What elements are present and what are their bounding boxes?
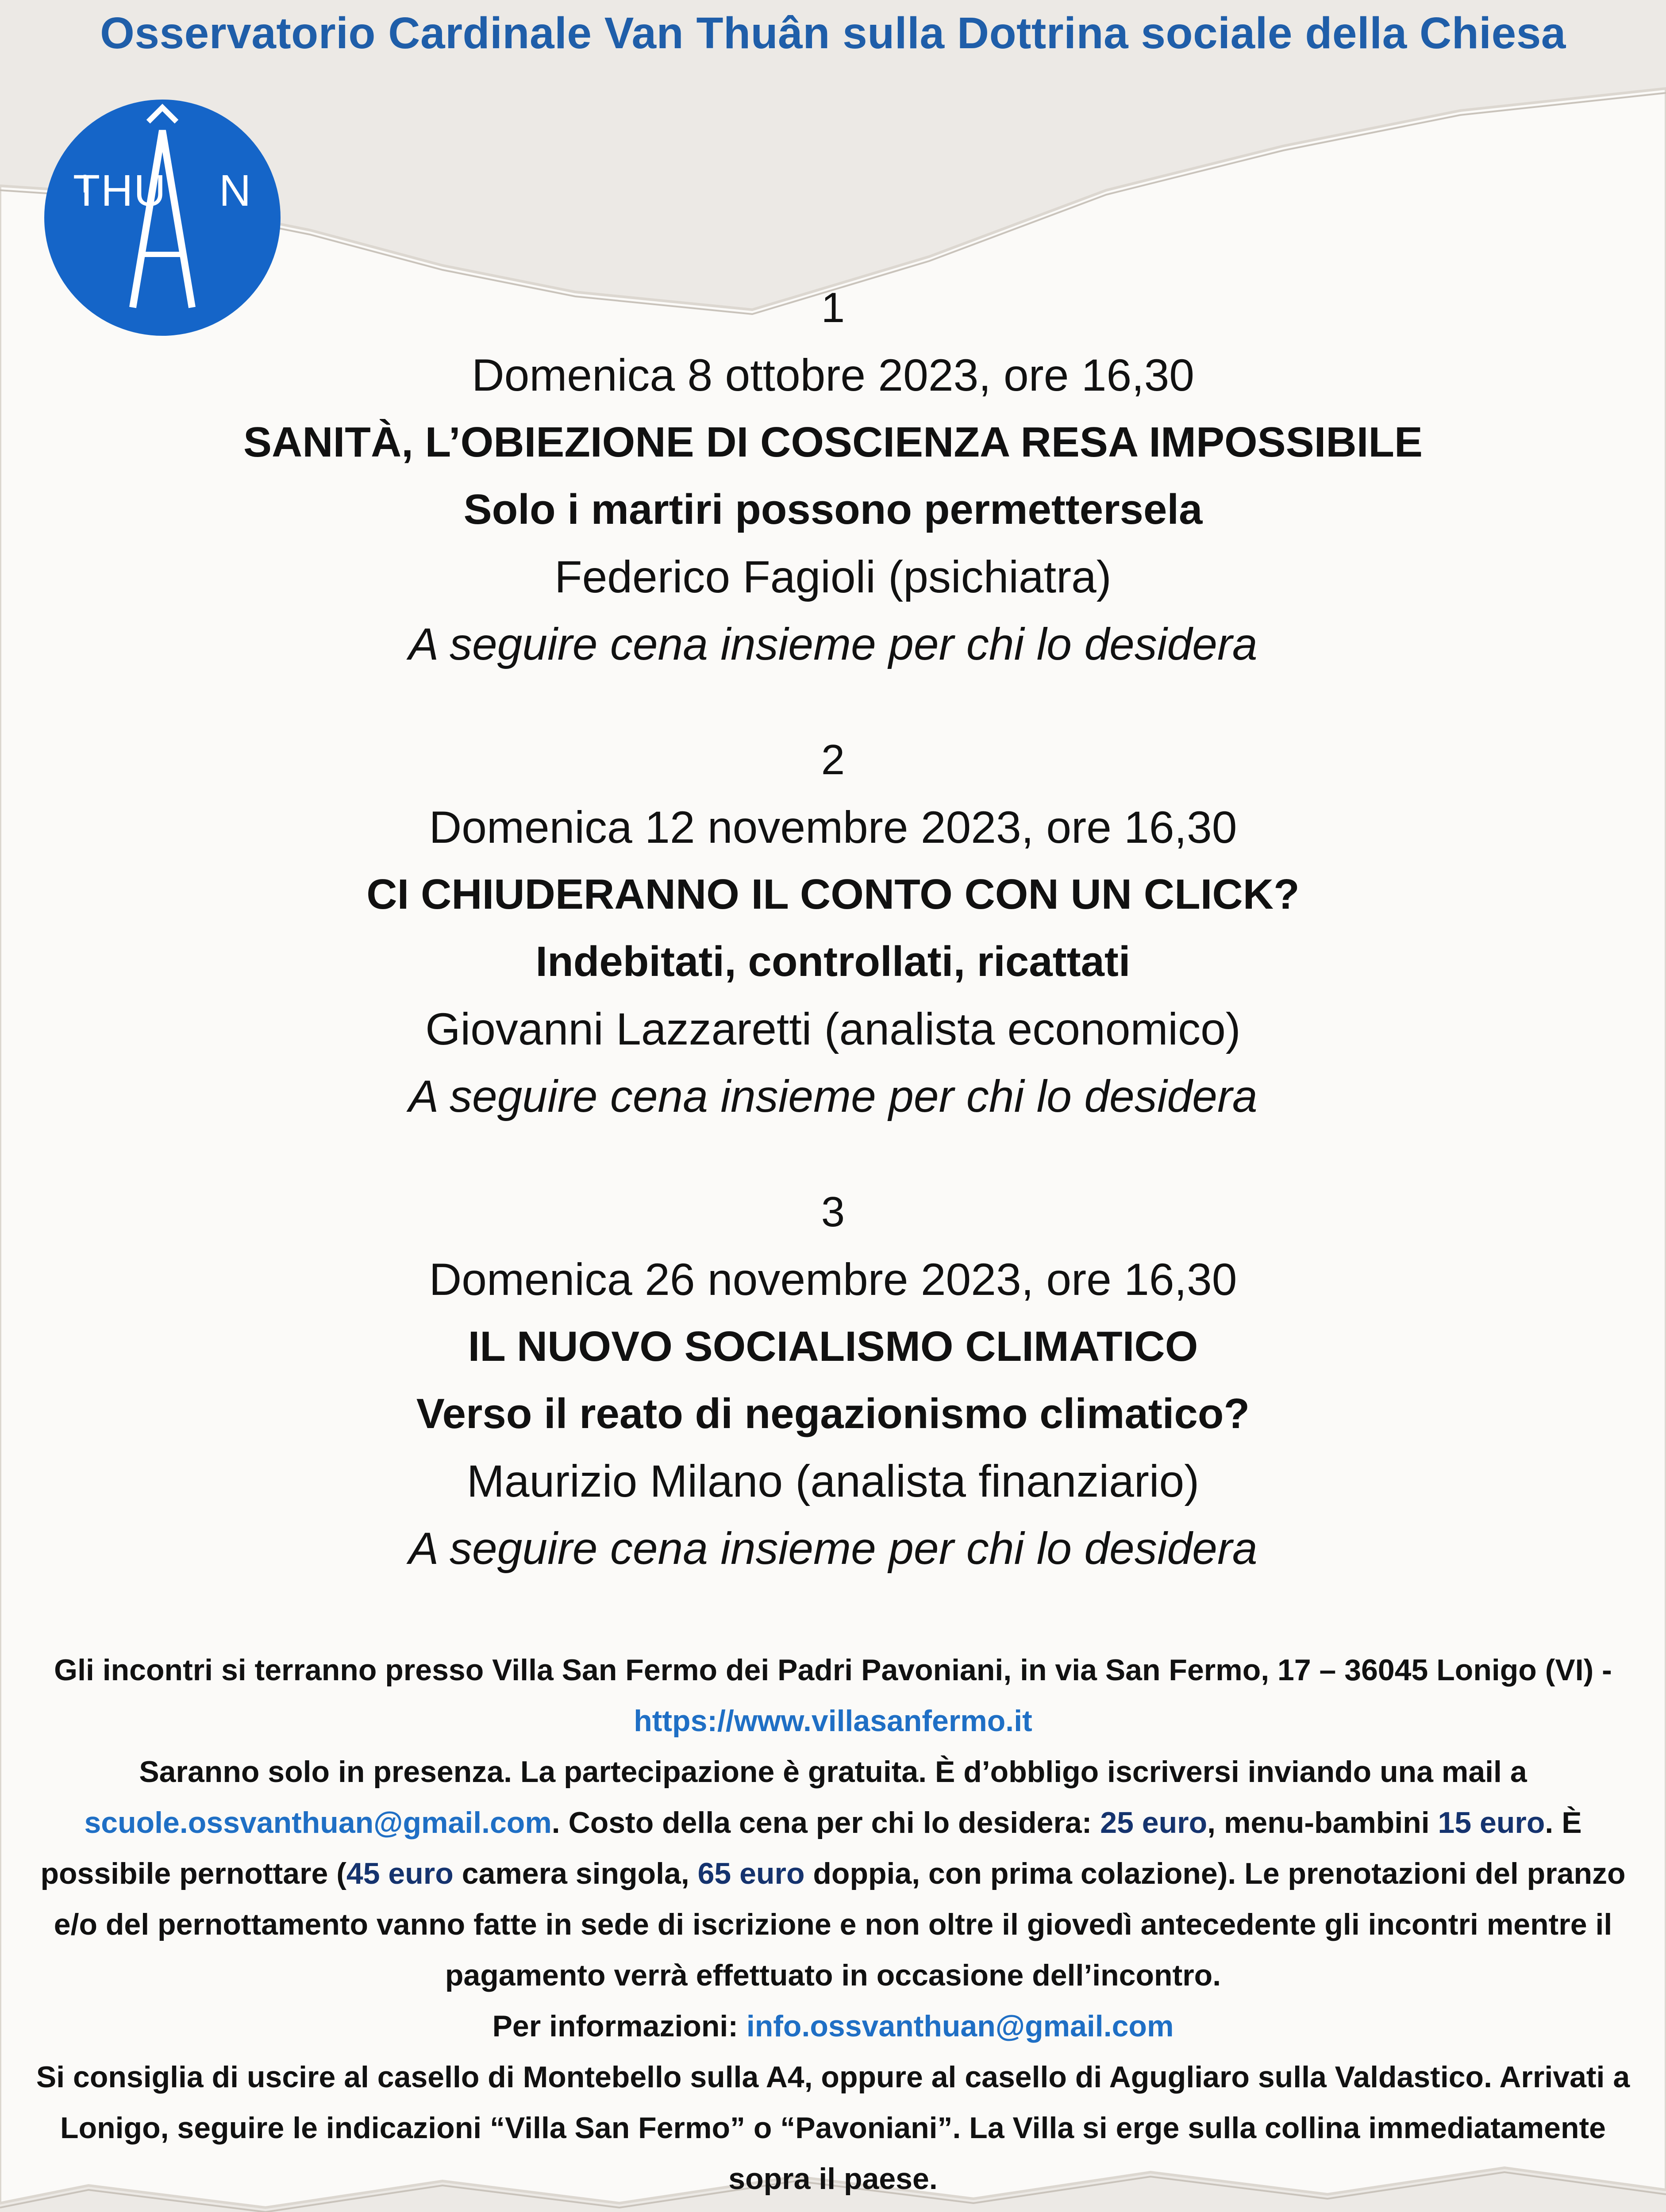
event-note: A seguire cena insieme per chi lo desidera xyxy=(408,1523,1258,1574)
single-room-text: camera singola, xyxy=(453,1857,698,1890)
event-note: A seguire cena insieme per chi lo desidera xyxy=(408,1071,1258,1121)
logo-text-left: THU xyxy=(73,166,167,215)
event-number: 3 xyxy=(821,1188,845,1236)
contact-label: Per informazioni: xyxy=(492,2009,746,2043)
cost-text: . Costo della cena per chi lo desidera: xyxy=(551,1806,1100,1839)
double-room-text: doppia, con prima colazione). Le prenotazioni del pranzo e/o del pernottamento vanno fatte in sede di iscrizione e non oltre il giovedì antecedente gli incontri mentre il pagamento verrà effettuato in occasione dell’incontro. xyxy=(54,1857,1626,1992)
registration-paragraph xyxy=(18,1747,1648,2001)
dinner-price: 25 euro xyxy=(1100,1806,1208,1839)
event-date: Domenica 8 ottobre 2023, ore 16,30 xyxy=(471,350,1195,400)
event-speaker: Federico Fagioli (psichiatra) xyxy=(554,552,1112,602)
kids-text: , menu-bambini xyxy=(1207,1806,1438,1839)
event-speaker: Maurizio Milano (analista finanziario) xyxy=(466,1456,1200,1506)
event-number: 2 xyxy=(821,736,845,783)
registration-email-link[interactable]: scuole.ossvanthuan@gmail.com xyxy=(84,1806,552,1839)
event-date: Domenica 26 novembre 2023, ore 16,30 xyxy=(429,1254,1237,1305)
directions-paragraph: Si consiglia di uscire al casello di Montebello sulla A4, oppure al casello di Agugliaro sulla Valdastico. Arrivati a Lonigo, seguire le indicazioni “Villa San Fermo” o “Pavoniani”. La Villa si erge sulla collina immediatamente sopra il paese. xyxy=(36,2060,1630,2196)
event-title: CI CHIUDERANNO IL CONTO CON UN CLICK? xyxy=(366,871,1300,918)
stay-text: . È possibile pernottare ( xyxy=(40,1806,1582,1890)
event-note: A seguire cena insieme per chi lo desidera xyxy=(408,619,1258,669)
event-title: IL NUOVO SOCIALISMO CLIMATICO xyxy=(468,1323,1198,1370)
event-title: SANITÀ, L’OBIEZIONE DI COSCIENZA RESA IMPOSSIBILE xyxy=(243,419,1423,466)
single-room-price: 45 euro xyxy=(346,1857,454,1890)
event-subtitle: Solo i martiri possono permettersela xyxy=(463,486,1203,533)
venue-text: Gli incontri si terranno presso Villa San Fermo dei Padri Pavoniani, in via San Fermo, 17 – 36045 Lonigo (VI) - xyxy=(54,1653,1612,1687)
registration-text: Saranno solo in presenza. La partecipazione è gratuita. È d’obbligo iscriversi inviando una mail a xyxy=(139,1755,1527,1789)
event-subtitle: Verso il reato di negazionismo climatico? xyxy=(416,1390,1250,1437)
event-1 xyxy=(0,274,1666,678)
contact-paragraph xyxy=(18,2001,1648,2052)
venue-link[interactable]: https://www.villasanfermo.it xyxy=(634,1704,1032,1738)
event-2 xyxy=(0,726,1666,1130)
event-3 xyxy=(0,1179,1666,1582)
double-room-price: 65 euro xyxy=(697,1857,805,1890)
event-list xyxy=(0,274,1666,1631)
contact-email-link[interactable]: info.ossvanthuan@gmail.com xyxy=(746,2009,1174,2043)
organization-title: Osservatorio Cardinale Van Thuân sulla Dottrina sociale della Chiesa xyxy=(100,8,1566,58)
kids-price: 15 euro xyxy=(1438,1806,1545,1839)
event-number: 1 xyxy=(821,284,845,331)
event-date: Domenica 12 novembre 2023, ore 16,30 xyxy=(429,802,1237,853)
logo-text-right: N xyxy=(219,166,251,215)
venue-paragraph xyxy=(18,1645,1648,1747)
event-subtitle: Indebitati, controllati, ricattati xyxy=(535,938,1131,985)
event-speaker: Giovanni Lazzaretti (analista economico) xyxy=(425,1004,1241,1054)
practical-info xyxy=(18,1645,1648,2204)
